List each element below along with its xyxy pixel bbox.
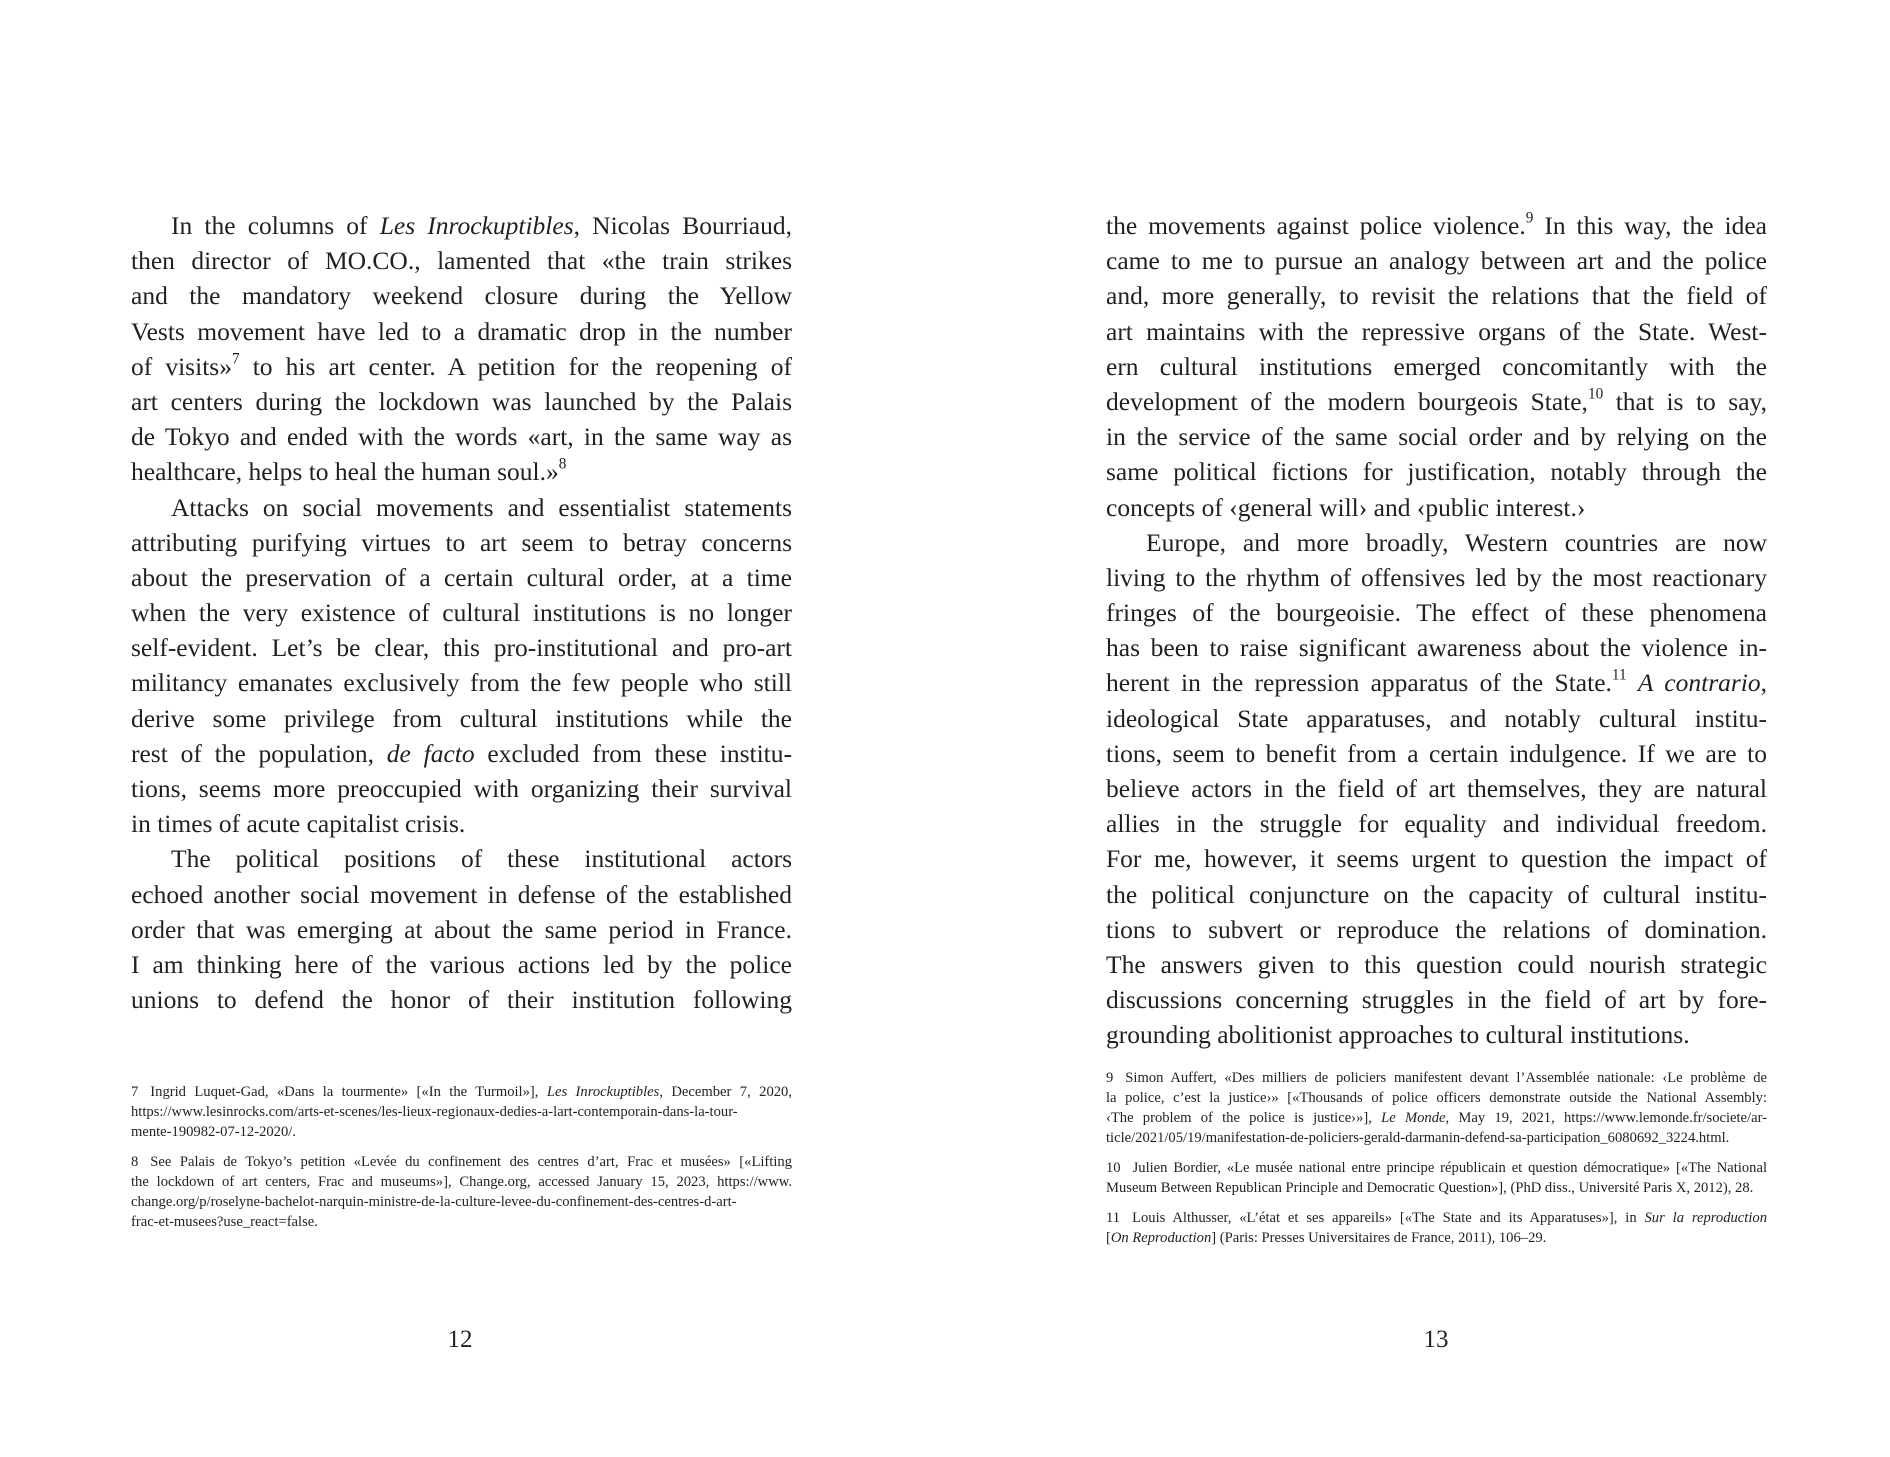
footnote-line bbox=[1106, 1158, 1767, 1178]
page-number-left: 12 bbox=[447, 1326, 473, 1353]
text-run: tions, seem to benefit from a certain indulgence. If we are to bbox=[1106, 738, 1767, 768]
text-line bbox=[131, 525, 792, 560]
text-run: self-evident. Let’s be clear, this pro-institutional and pro-art bbox=[131, 633, 792, 663]
footnote-line bbox=[1106, 1128, 1767, 1148]
text-run: then director of MO.CO., lamented that «the train strikes bbox=[131, 246, 792, 276]
footnote-ref: 8 bbox=[558, 455, 567, 473]
text-run: ticle/2021/05/19/manifestation-de-policiers-gerald-darmanin-defend-sa-participation_6080692_3224.html. bbox=[1106, 1130, 1730, 1146]
footnote-line bbox=[131, 1122, 792, 1142]
text-run: mente-190982-07-12-2020/. bbox=[131, 1124, 296, 1140]
italic-text: Les Inrockuptibles bbox=[379, 211, 574, 240]
footnote-line bbox=[1106, 1068, 1767, 1088]
text-line bbox=[131, 877, 792, 912]
text-line bbox=[131, 349, 792, 384]
text-line bbox=[1106, 630, 1767, 665]
text-line bbox=[131, 243, 792, 278]
right-body-text bbox=[1106, 208, 1767, 1053]
text-line bbox=[1106, 736, 1767, 771]
footnote-number: 9 bbox=[1106, 1070, 1114, 1086]
text-run: living to the rhythm of offensives led by the most reactionary bbox=[1106, 562, 1767, 592]
text-run: allies in the struggle for equality and individual freedom. bbox=[1106, 809, 1767, 839]
text-run: Ingrid Luquet-Gad, «Dans la tourmente» [«In the Turmoil»], bbox=[150, 1084, 547, 1100]
paragraph bbox=[1106, 525, 1767, 1053]
left-body-text bbox=[131, 208, 792, 1017]
paragraph bbox=[131, 841, 792, 1017]
text-run: herent in the repression apparatus of the State. bbox=[1106, 668, 1612, 698]
footnote-number: 7 bbox=[131, 1084, 139, 1100]
text-run: attributing purifying virtues to art seem to betray concerns bbox=[131, 527, 792, 557]
text-run: Simon Auffert, «Des milliers de policiers manifestent devant l’Assemblée nationale: ‹Le problème de bbox=[1125, 1070, 1767, 1086]
text-run: echoed another social movement in defense of the established bbox=[131, 879, 792, 909]
text-line bbox=[131, 490, 792, 525]
text-run: In this way, the idea bbox=[1533, 211, 1767, 240]
text-run: Attacks on social movements and essentialist statements bbox=[171, 492, 792, 522]
footnote-line bbox=[131, 1212, 792, 1232]
text-line bbox=[131, 947, 792, 982]
text-run: [ bbox=[1106, 1230, 1111, 1246]
text-run: fringes of the bourgeoisie. The effect of these phenomena bbox=[1106, 598, 1767, 628]
text-run: grounding abolitionist approaches to cultural institutions. bbox=[1106, 1020, 1690, 1050]
text-line bbox=[131, 701, 792, 736]
text-run: in the service of the same social order and by relying on the bbox=[1106, 422, 1767, 452]
text-line bbox=[1106, 1017, 1767, 1052]
text-line bbox=[131, 841, 792, 876]
text-line bbox=[131, 208, 792, 243]
text-run: , bbox=[1760, 668, 1768, 698]
italic-text: Les Inrockuptibles bbox=[546, 1084, 660, 1100]
text-run: excluded from these institu- bbox=[474, 738, 792, 768]
text-run: tions, seems more preoccupied with organizing their survival bbox=[131, 774, 792, 803]
text-line bbox=[131, 384, 792, 419]
text-line bbox=[1106, 841, 1767, 876]
text-line bbox=[1106, 419, 1767, 454]
text-run: art centers during the lockdown was launched by the Palais bbox=[131, 386, 792, 416]
footnote-number: 11 bbox=[1106, 1210, 1121, 1226]
text-run: Museum Between Republican Principle and Democratic Question»], (PhD diss., Université Paris X, 2012), 28. bbox=[1106, 1180, 1754, 1196]
text-run: militancy emanates exclusively from the few people who still bbox=[131, 668, 792, 698]
footnote-ref: 9 bbox=[1525, 209, 1534, 227]
text-run: derive some privilege from cultural institutions while the bbox=[131, 703, 792, 733]
text-run: The answers given to this question could nourish strategic bbox=[1106, 949, 1767, 979]
text-line bbox=[131, 665, 792, 700]
text-run: the lockdown of art centers, Frac and museums»], Change.org, accessed January 15, 2023, https://www. bbox=[131, 1174, 792, 1190]
text-line bbox=[131, 419, 792, 454]
text-line bbox=[1106, 243, 1767, 278]
text-run: https://www.lesinrocks.com/arts-et-scenes/les-lieux-regionaux-dedies-a-lart-contemporain-dans-la-tour- bbox=[131, 1104, 738, 1120]
footnote-line bbox=[131, 1082, 792, 1102]
text-line bbox=[1106, 982, 1767, 1017]
footnote-ref: 10 bbox=[1587, 385, 1604, 403]
italic-text: A contrario bbox=[1637, 668, 1761, 698]
text-run: same political fictions for justification, notably through the bbox=[1106, 457, 1767, 487]
text-line bbox=[1106, 665, 1767, 700]
footnote bbox=[131, 1082, 792, 1142]
footnote-number: 8 bbox=[131, 1154, 139, 1170]
footnote-ref: 7 bbox=[231, 350, 240, 368]
text-line bbox=[1106, 314, 1767, 349]
text-run: in times of acute capitalist crisis. bbox=[131, 809, 466, 839]
text-line bbox=[1106, 525, 1767, 560]
text-line bbox=[1106, 595, 1767, 630]
text-run: order that was emerging at about the same period in France. bbox=[131, 914, 792, 944]
footnote bbox=[131, 1152, 792, 1232]
text-run: and, more generally, to revisit the relations that the field of bbox=[1106, 281, 1767, 311]
text-run: and the mandatory weekend closure during the Yellow bbox=[131, 281, 792, 311]
text-run: Europe, and more broadly, Western countries are now bbox=[1146, 527, 1767, 557]
text-line bbox=[131, 630, 792, 665]
text-run: came to me to pursue an analogy between art and the police bbox=[1106, 246, 1767, 276]
text-run: healthcare, helps to heal the human soul.» bbox=[131, 457, 559, 487]
left-footnotes bbox=[131, 1082, 792, 1242]
text-run bbox=[1627, 668, 1638, 697]
text-run: ideological State apparatuses, and notably cultural institu- bbox=[1106, 703, 1767, 733]
text-run: , Nicolas Bourriaud, bbox=[573, 211, 792, 240]
text-line bbox=[131, 595, 792, 630]
text-run: believe actors in the field of art themselves, they are natural bbox=[1106, 774, 1767, 803]
text-run: development of the modern bourgeois State, bbox=[1106, 386, 1588, 416]
text-run: See Palais de Tokyo’s petition «Levée du confinement des centres d’art, Frac et musées» [«Lifting bbox=[150, 1154, 792, 1170]
text-run: discussions concerning struggles in the field of art by fore- bbox=[1106, 985, 1767, 1015]
footnote-number: 10 bbox=[1106, 1160, 1121, 1176]
text-line bbox=[1106, 806, 1767, 841]
footnote-ref: 11 bbox=[1611, 666, 1627, 684]
footnote bbox=[1106, 1158, 1767, 1198]
footnote-line bbox=[1106, 1088, 1767, 1108]
text-run: when the very existence of cultural institutions is no longer bbox=[131, 598, 792, 628]
footnote bbox=[1106, 1208, 1767, 1248]
text-run: concepts of ‹general will› and ‹public interest.› bbox=[1106, 492, 1586, 522]
text-run: Louis Althusser, «L’état et ses appareils» [«The State and its Apparatuses»], in bbox=[1132, 1210, 1645, 1226]
text-run: frac-et-musees?use_react=false. bbox=[131, 1214, 318, 1230]
text-line bbox=[1106, 560, 1767, 595]
text-run: , May 19, 2021, https://www.lemonde.fr/societe/ar- bbox=[1445, 1110, 1767, 1126]
page-number-right: 13 bbox=[1423, 1326, 1449, 1353]
footnote-line bbox=[131, 1172, 792, 1192]
footnote-line bbox=[131, 1152, 792, 1172]
text-run: For me, however, it seems urgent to question the impact of bbox=[1106, 844, 1767, 874]
text-run: art maintains with the repressive organs of the State. West- bbox=[1106, 316, 1767, 346]
text-run: de Tokyo and ended with the words «art, in the same way as bbox=[131, 422, 792, 452]
text-line bbox=[1106, 278, 1767, 313]
text-run: , December 7, 2020, bbox=[659, 1084, 792, 1100]
text-line bbox=[131, 806, 792, 841]
text-line bbox=[1106, 912, 1767, 947]
text-run: tions to subvert or reproduce the relations of domination. bbox=[1106, 914, 1767, 944]
text-run: rest of the population, bbox=[131, 738, 387, 768]
text-line bbox=[131, 454, 792, 489]
footnote bbox=[1106, 1068, 1767, 1148]
text-line bbox=[1106, 349, 1767, 384]
footnote-line bbox=[1106, 1228, 1767, 1248]
text-line bbox=[131, 982, 792, 1017]
paragraph bbox=[131, 208, 792, 490]
text-run: unions to defend the honor of their institution following bbox=[131, 985, 792, 1015]
footnote-line bbox=[1106, 1108, 1767, 1128]
text-line bbox=[1106, 771, 1767, 806]
text-run: Vests movement have led to a dramatic drop in the number bbox=[131, 316, 792, 346]
italic-text: On Reproduction bbox=[1110, 1230, 1212, 1246]
text-run: I am thinking here of the various actions led by the police bbox=[131, 949, 792, 979]
text-run: has been to raise significant awareness about the violence in- bbox=[1106, 633, 1767, 663]
text-run: ‹The problem of the police is justice›»], bbox=[1106, 1110, 1382, 1126]
text-run: about the preservation of a certain cultural order, at a time bbox=[131, 562, 792, 592]
footnote-line bbox=[131, 1192, 792, 1212]
text-line bbox=[131, 314, 792, 349]
text-line bbox=[1106, 877, 1767, 912]
text-run: change.org/p/roselyne-bachelot-narquin-ministre-de-la-culture-levee-du-confinement-des-centres-d-art- bbox=[131, 1194, 737, 1210]
text-line bbox=[1106, 208, 1767, 243]
text-line bbox=[1106, 490, 1767, 525]
text-run: In the columns of bbox=[171, 211, 380, 240]
text-run: the political conjuncture on the capacity of cultural institu- bbox=[1106, 879, 1767, 909]
text-line bbox=[131, 736, 792, 771]
italic-text: Sur la reproduction bbox=[1644, 1210, 1767, 1226]
paragraph bbox=[1106, 208, 1767, 525]
text-line bbox=[131, 912, 792, 947]
text-run: of visits» bbox=[131, 351, 232, 381]
paragraph bbox=[131, 490, 792, 842]
text-run: to his art center. A petition for the reopening of bbox=[239, 351, 792, 381]
text-run: ern cultural institutions emerged concomitantly with the bbox=[1106, 351, 1767, 381]
footnote-line bbox=[1106, 1178, 1767, 1198]
footnote-line bbox=[1106, 1208, 1767, 1228]
text-run: that is to say, bbox=[1603, 386, 1767, 416]
text-run: the movements against police violence. bbox=[1106, 211, 1526, 240]
text-line bbox=[1106, 384, 1767, 419]
footnote-line bbox=[131, 1102, 792, 1122]
text-line bbox=[1106, 701, 1767, 736]
text-line bbox=[131, 560, 792, 595]
italic-text: Le Monde bbox=[1381, 1110, 1446, 1126]
text-run: ] (Paris: Presses Universitaires de France, 2011), 106–29. bbox=[1211, 1230, 1547, 1246]
text-line bbox=[131, 278, 792, 313]
text-line bbox=[131, 771, 792, 806]
text-run: The political positions of these institutional actors bbox=[171, 844, 792, 874]
italic-text: de facto bbox=[386, 738, 475, 768]
right-footnotes bbox=[1106, 1068, 1767, 1258]
text-line bbox=[1106, 454, 1767, 489]
text-line bbox=[1106, 947, 1767, 982]
text-run: la police, c’est la justice›» [«Thousands of police officers demonstrate outside the National Assembly: bbox=[1106, 1090, 1767, 1106]
text-run: Julien Bordier, «Le musée national entre principe républicain et question démocratique» [«The National bbox=[1132, 1160, 1767, 1176]
